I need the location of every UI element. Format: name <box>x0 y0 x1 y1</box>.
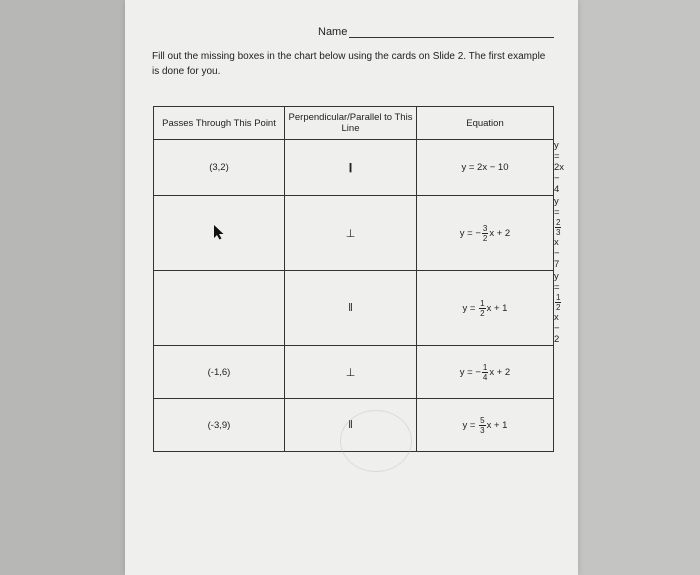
header-relation: Perpendicular/Parallel to This Line <box>285 107 417 140</box>
line-prefix: y = − <box>459 366 481 378</box>
fraction-numerator: 2 <box>556 218 561 227</box>
relation-cell <box>285 140 417 196</box>
fraction-numerator: 1 <box>556 293 561 302</box>
line-prefix: y = <box>462 302 479 314</box>
background-left <box>0 0 125 575</box>
mouse-pointer-icon <box>212 224 226 240</box>
table-header-row <box>154 107 554 140</box>
equation-fraction <box>555 218 561 237</box>
fraction-denominator: 4 <box>482 372 488 382</box>
line-cell <box>417 271 554 346</box>
relation-cell <box>285 271 417 346</box>
name-blank[interactable] <box>349 27 554 38</box>
paper-smudge <box>340 410 412 472</box>
instructions: Fill out the missing boxes in the chart below using the cards on Slide 2. The first example is done for you. <box>152 51 546 77</box>
point-cell: (3,2) <box>154 140 285 196</box>
fraction-numerator: 1 <box>480 298 485 308</box>
fraction-denominator: 2 <box>556 303 561 312</box>
line-suffix: x + 2 <box>489 227 511 239</box>
relation-symbol: ‖ <box>348 419 353 431</box>
fraction-numerator: 1 <box>482 362 488 372</box>
point-cell[interactable] <box>154 271 285 346</box>
worksheet-page <box>125 0 578 575</box>
table-row <box>154 271 554 346</box>
line-fraction <box>479 299 485 318</box>
name-field <box>318 26 554 38</box>
table-row <box>154 196 554 271</box>
equation-suffix: x − 7 <box>554 237 560 270</box>
background-right <box>578 0 700 575</box>
equation-fraction <box>555 293 561 312</box>
equation-suffix: x − 2 <box>554 312 560 345</box>
table-row <box>154 346 554 399</box>
point-cell: (-3,9) <box>154 399 285 452</box>
line-suffix: x + 1 <box>486 302 508 314</box>
line-prefix: y = <box>462 419 479 431</box>
line-cell <box>417 346 554 399</box>
relation-symbol: ⊥ <box>345 227 356 240</box>
equation-prefix: y = <box>554 196 560 218</box>
point-cell[interactable] <box>154 196 285 271</box>
line-fraction <box>479 416 485 435</box>
fraction-denominator: 2 <box>480 308 485 318</box>
fraction-denominator: 2 <box>482 233 488 243</box>
line-cell <box>417 399 554 452</box>
point-cell: (-1,6) <box>154 346 285 399</box>
relation-symbol: ❙ <box>346 162 355 172</box>
equation-prefix: y = <box>554 271 560 293</box>
fraction-denominator: 3 <box>480 425 485 435</box>
fraction-numerator: 3 <box>482 223 488 233</box>
line-suffix: x + 2 <box>489 366 511 378</box>
relation-symbol: ⊥ <box>345 366 356 379</box>
line-prefix: y = − <box>459 227 481 239</box>
line-fraction <box>482 224 488 243</box>
line-suffix: x + 1 <box>486 419 508 431</box>
relation-symbol: ‖ <box>348 302 353 314</box>
line-cell <box>417 196 554 271</box>
line-fraction <box>482 363 488 382</box>
line-cell: y = 2x − 10 <box>417 140 554 196</box>
table-row: (3,2) ❙ y = 2x − 10 y = 2x − 4 <box>154 140 554 196</box>
name-label: Name <box>318 26 348 38</box>
slope-chart <box>153 106 565 452</box>
fraction-numerator: 5 <box>480 415 485 425</box>
relation-cell <box>285 346 417 399</box>
header-equation: Equation <box>417 107 554 140</box>
relation-cell <box>285 196 417 271</box>
header-point: Passes Through This Point <box>154 107 285 140</box>
fraction-denominator: 3 <box>556 228 561 237</box>
